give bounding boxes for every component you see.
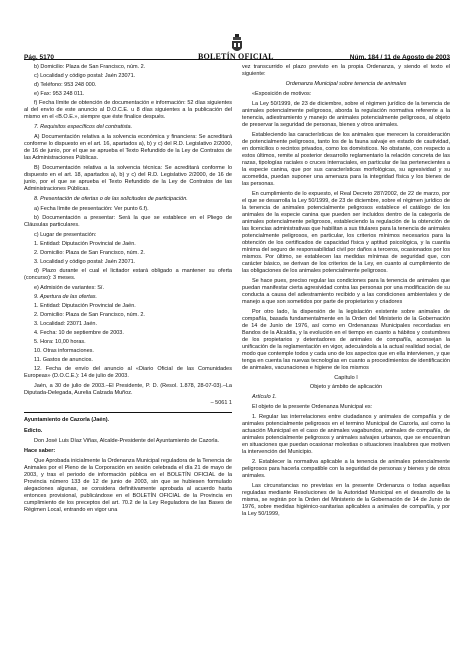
right-paragraph: Estableciendo las características de los animales que merecen la consideración de potencialmente peligrosos, tanto los de la fauna salvaje en estado de cautividad, en domicilios o recintos privados, como los domésticos. No obstante, con respecto a estos últimos, remite al posterior desarrollo reglamentario la relación concreta de las razas, tipologías raciales o cruces interraciales, en particular de las pertenecientes a la especie canina, que por sus características morfológicas, su agresividad y su acometida, puedan suponer una amenaza para la integridad física y los bienes de las personas. bbox=[242, 132, 450, 187]
left-paragraph: Don José Luis Díaz Viñas, Alcalde-Presidente del Ayuntamiento de Cazorla. bbox=[34, 438, 220, 444]
left-paragraph: c) Lugar de presentación: bbox=[34, 232, 97, 238]
left-paragraph: – 5061 1 bbox=[210, 400, 232, 406]
right-column bbox=[242, 64, 450, 521]
left-paragraph: 11. Gastos de anuncios. bbox=[34, 357, 93, 363]
left-paragraph: 7. Requisitos específicos del contratista. bbox=[34, 124, 133, 130]
left-paragraph: b) Domicilio: Plaza de San Francisco, núm. 2. bbox=[34, 64, 146, 70]
bulletin-title: BOLETÍN OFICIAL bbox=[198, 52, 274, 61]
coat-of-arms-icon bbox=[231, 34, 243, 54]
right-paragraph: 2. Establecer la normativa aplicable a la tenencia de animales potencialmente peligrosos para hacerla compatible con la seguridad de personas y bienes y de otros animales. bbox=[242, 459, 450, 479]
left-paragraph: c) Localidad y código postal: Jaén 23071. bbox=[34, 73, 136, 79]
right-paragraph: 1. Regular las interrelaciones entre ciudadanos y animales de compañía y de animales potencialmente peligrosos en el termino Municipal de Cazorla, así como la actuación Municipal en el caso de animales vagabundos, animales de compañía, de animales potencialmente peligrosos y animales salvajes urbanos, que se encuentran en situaciones que puedan ocasionar molestias o situaciones insalubres que motiven la intervención del Municipio. bbox=[242, 414, 450, 455]
right-paragraph: Por otro lado, la dispersión de la legislación existente sobre animales de compañía, basada fundamentalmente en la Orden del Ministerio de la Gobernación de 14 de Junio de 1976, así como en Ordenanzas Municipales recordadas en Bandos de la Alcaldía, y la evolución en el tiempo en cuanto a hábitos y costumbres de los propietarios y detentadores de animales de compañía, aconsejan la unificación de la reglamentación en vigor, adecuándola a la actual realidad social, de modo que contemple todos y cada uno de los aspectos que en ella intervienen, y que tenga en cuenta las nuevas tecnologías en cuanto a procedimientos de identificación de animales, vacunaciones e higiene de los mismos bbox=[242, 309, 450, 371]
left-paragraph: Que Aprobada inicialmente la Ordenanza Municipal reguladora de la Tenencia de Animales por el Pleno de la Corporación en sesión celebrada el día 21 de mayo de 2003, y tras el periodo de información pública en el BOLETÍN OFICIAL de la Provincia número 133 de 12 de junio de 2003, sin que se hubiesen formulado alegaciones algunas, se considera definitivamente aprobada al acuerdo hasta entonces provisional, publicándose en el BOLETÍN OFICIAL de la Provincia en cumplimiento de los preceptos del art. 70.2 de la Ley Reguladora de las Bases de Régimen Local, entrando en vigor una bbox=[24, 458, 232, 513]
issue-info: Núm. 184 / 11 de Agosto de 2003 bbox=[349, 54, 450, 61]
left-paragraph: 1. Entidad: Diputación Provincial de Jaén. bbox=[34, 241, 136, 247]
page-number: Pág. 5170 bbox=[24, 54, 54, 61]
left-paragraph: 3. Localidad y código postal: Jaén 23071. bbox=[34, 259, 136, 265]
left-paragraph: f) Fecha límite de obtención de documentación e información: 52 días siguientes al del envío de este anuncio al D.O.C.E. u 8 días siguientes a la publicación del mismo en el «B.O.E.», siempre que éste finalice después. bbox=[24, 100, 232, 120]
right-paragraph: Artículo 1. bbox=[252, 394, 277, 400]
left-paragraph: d) Plazo durante el cual el licitador estará obligado a mantener su oferta (concurso): 3 meses. bbox=[24, 268, 232, 281]
left-paragraph: 1. Entidad: Diputación Provincial de Jaén. bbox=[34, 303, 136, 309]
left-paragraph: B) Documentación relativa a la solvencia técnica: Se acreditará conforme lo dispuesto en el art. 18, apartados a), b) y c) del R.D. Legislativo 2/2000, de 16 de junio, por el que se aprueba el Texto Refundido de la Ley de Contratos de las Administraciones Públicas. bbox=[24, 165, 232, 192]
left-paragraph: Ayuntamiento de Cazorla (Jaén). bbox=[24, 417, 110, 423]
left-paragraph: 4. Fecha: 10 de septiembre de 2003. bbox=[34, 330, 124, 336]
left-paragraph: 2. Domicilio: Plaza de San Francisco, núm. 2. bbox=[34, 250, 145, 256]
header-rule bbox=[24, 59, 450, 60]
left-paragraph: Hace saber: bbox=[24, 448, 56, 454]
left-column bbox=[24, 64, 232, 517]
right-paragraph: «Exposición de motivos: bbox=[252, 91, 312, 97]
left-paragraph: 10. Otras informaciones. bbox=[34, 348, 94, 354]
left-paragraph: 5. Hora: 10,00 horas. bbox=[34, 339, 86, 345]
left-paragraph: a) Fecha límite de presentación: Ver punto 6.f). bbox=[34, 206, 149, 212]
right-paragraph: Las circunstancias no previstas en la presente Ordenanza o todas aquellas reguladas mediante Resoluciones de la Autoridad Municipal en el desarrollo de la misma, se regirán por la Orden del Ministerio de la Gobernación de 14 de Junio de 1976, sobre medidas higiénico-sanitarias aplicables a animales de compañía, y por la Ley 50/1999, bbox=[242, 483, 450, 517]
right-paragraph: En cumplimiento de lo expuesto, el Real Decreto 287/2002, de 22 de marzo, por el que se desarrolla la Ley 50/1999, de 23 de diciembre, sobre el régimen jurídico de la tenencia de animales potencialmente peligrosos establece el catálogo de los animales de la especie canina que pueden ser incluidos dentro de la categoría de animales potencialmente peligrosos, estableciendo la regulación de la obtención de las licencias administrativas que habilitan a sus titulares para la tenencia de animales potencialmente peligrosos, en particular, los criterios mínimos necesarios para la obtención de los certificados de capacidad física y aptitud psicológica, y la cuantía mínima del seguro de responsabilidad civil por daños a terceros, ocasionados por los mismos. Por último, se establecen las medidas mínimas de seguridad que, con carácter básico, se derivan de los criterios de la Ley, en cuanto al cumplimiento de las obligaciones de los animales potencialmente peligrosos. bbox=[242, 191, 450, 274]
right-paragraph: Capítulo I bbox=[334, 375, 358, 381]
right-paragraph: vez transcurrido el plazo previsto en la propia Ordenanza, y siendo el texto el siguiente: bbox=[242, 64, 450, 77]
left-paragraph: 12. Fecha de envío del anuncio al «Diario Oficial de las Comunidades Europeas» (D.O.C.E.): 14 de julio de 2003. bbox=[24, 366, 232, 379]
left-paragraph: 3. Localidad: 23071 Jaén. bbox=[34, 321, 97, 327]
right-paragraph: Objeto y ámbito de aplicación bbox=[309, 384, 383, 390]
left-paragraph: 8. Presentación de ofertas o de las solicitudes de participación. bbox=[34, 196, 188, 202]
right-paragraph: El objeto de la presente Ordenanza Municipal es: bbox=[252, 404, 373, 410]
left-paragraph: 2. Domicilio: Plaza de San Francisco, núm. 2. bbox=[34, 312, 145, 318]
section-divider bbox=[24, 412, 232, 413]
left-paragraph: e) Fax: 953 248 011. bbox=[34, 91, 85, 97]
left-paragraph: Edicto. bbox=[24, 428, 43, 434]
left-paragraph: b) Documentación a presentar: Será la que se establece en el Pliego de Cláusulas particulares. bbox=[24, 215, 232, 228]
page-header bbox=[24, 36, 450, 66]
right-paragraph: Ordenanza Municipal sobre tenencia de animales bbox=[285, 81, 407, 87]
left-paragraph: Jaén, a 30 de julio de 2003.–El Presidente, P. D. (Resol. 1.878, 28-07-03).–La Diputada-Delegada, Aurelia Calzada Muñoz. bbox=[24, 383, 232, 396]
left-paragraph: 9. Apertura de las ofertas. bbox=[34, 294, 98, 300]
left-paragraph: e) Admisión de variantes: Sí. bbox=[34, 285, 105, 291]
left-paragraph: d) Teléfono: 953 248 000. bbox=[34, 82, 97, 88]
right-paragraph: Se hace pues, preciso regular las condiciones para la tenencia de animales que puedan manifestar cierta agresividad contra las personas por una modificación de su conducta a causa del adiestramiento recibido y a las condiciones ambientales y de manejo a que son sometidos por parte de propietarios y criadores bbox=[242, 278, 450, 305]
left-paragraph: A) Documentación relativa a la solvencia económica y financiera: Se acreditará conforme lo dispuesto en el art. 16, apartados a), b) y c) del R.D. Legislativo 2/2000, de 16 de junio, por el que se aprueba el Texto Refundido de la Ley de Contratos de las Administraciones Públicas. bbox=[24, 134, 232, 161]
right-paragraph: La Ley 50/1999, de 23 de diciembre, sobre el régimen jurídico de la tenencia de animales potencialmente peligrosos, aborda la regulación normativa referente a la tenencia, adiestramiento y manejo de animales potencialmente peligrosos, al objeto de preservar la seguridad de personas, bienes y otros animales. bbox=[242, 101, 450, 128]
